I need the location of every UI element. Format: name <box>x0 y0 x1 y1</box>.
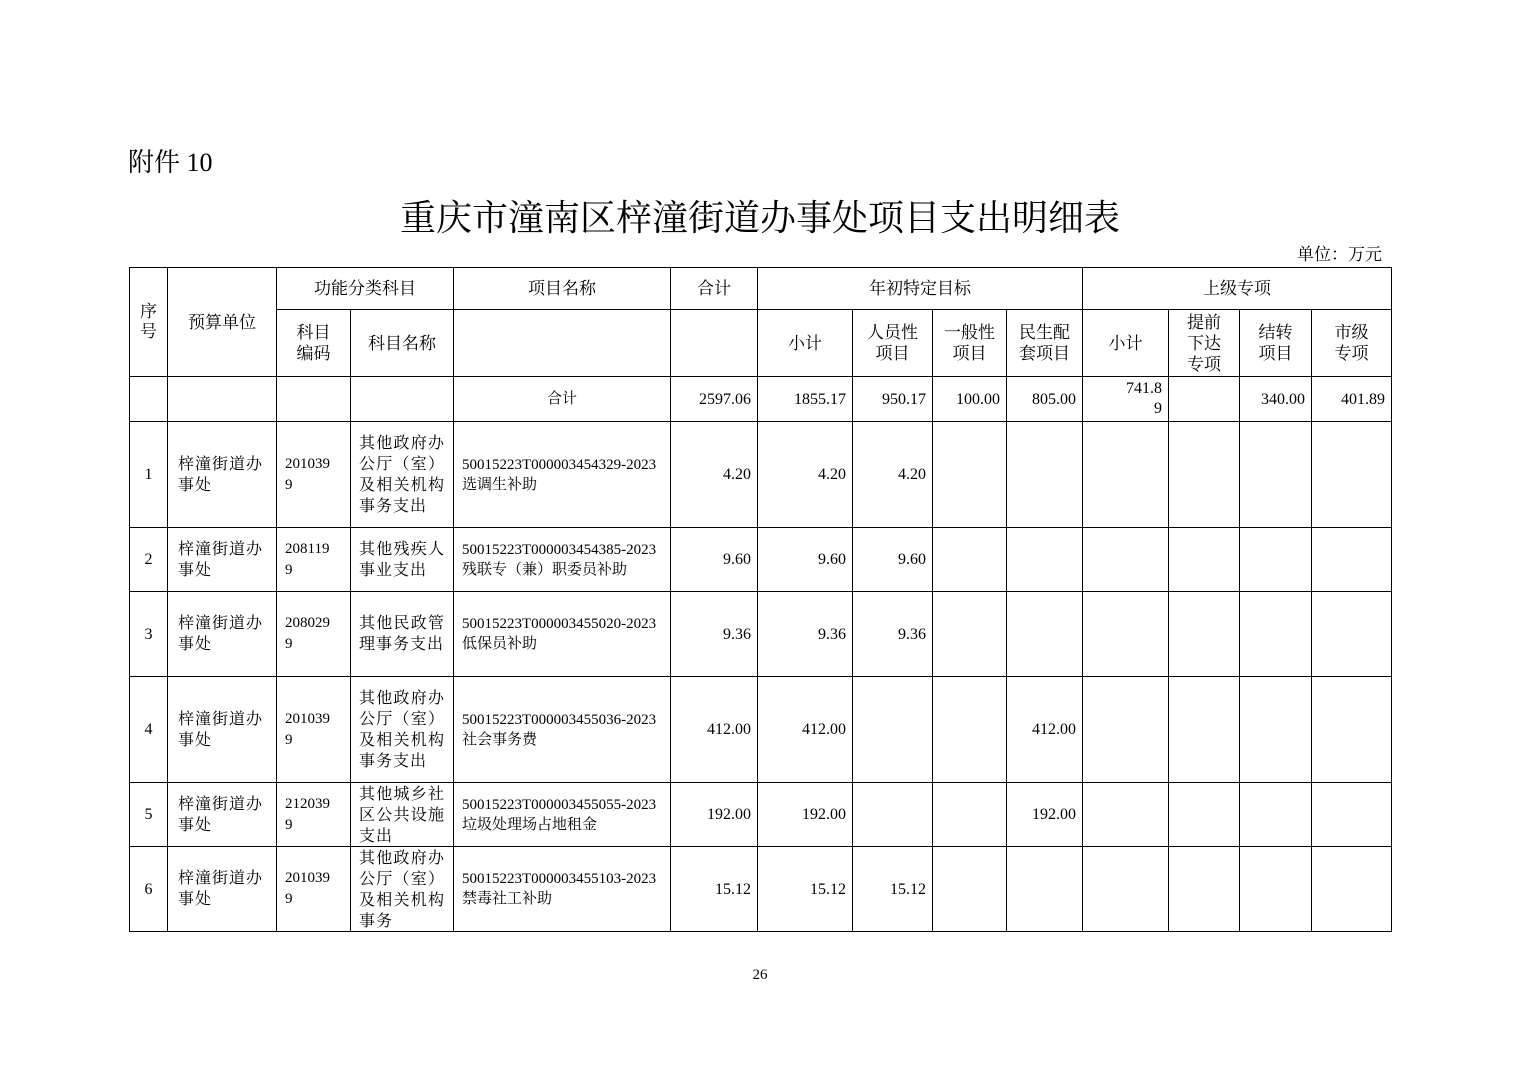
row-at-personnel <box>853 783 933 847</box>
row-at-general <box>933 528 1007 592</box>
header-row-1 <box>130 268 1392 310</box>
row-budget-unit: 梓潼街道办事处 <box>168 592 277 677</box>
header-subject-code: 科目编码 <box>277 310 351 377</box>
row-at-subtotal: 9.36 <box>758 592 853 677</box>
header-project-name-blank <box>454 310 671 377</box>
row-subject-name: 其他政府办公厅（室）及相关机构事务支出 <box>351 422 454 528</box>
header-superior: 上级专项 <box>1083 268 1392 310</box>
row-at-personnel: 9.60 <box>853 528 933 592</box>
total-at-personnel: 950.17 <box>853 377 933 422</box>
total-label: 合计 <box>454 377 671 422</box>
total-at-general: 100.00 <box>933 377 1007 422</box>
row-sp-advance <box>1169 592 1240 677</box>
total-value: 2597.06 <box>671 377 758 422</box>
total-sp-advance <box>1169 377 1240 422</box>
row-at-personnel: 4.20 <box>853 422 933 528</box>
row-budget-unit: 梓潼街道办事处 <box>168 847 277 932</box>
row-sp-advance <box>1169 847 1240 932</box>
row-sp-city <box>1312 783 1392 847</box>
row-at-subtotal: 9.60 <box>758 528 853 592</box>
table-row <box>130 422 1392 528</box>
row-sp-subtotal <box>1083 528 1169 592</box>
row-at-general <box>933 783 1007 847</box>
total-sp-city: 401.89 <box>1312 377 1392 422</box>
total-name <box>351 377 454 422</box>
header-func-class: 功能分类科目 <box>277 268 454 310</box>
row-total: 9.60 <box>671 528 758 592</box>
row-sp-subtotal <box>1083 847 1169 932</box>
row-sp-carryover <box>1240 677 1312 783</box>
row-at-livelihood <box>1007 422 1083 528</box>
header-row-2 <box>130 310 1392 377</box>
row-at-general <box>933 592 1007 677</box>
row-project-name: 50015223T000003455020-2023 低保员补助 <box>454 592 671 677</box>
row-project-name: 50015223T000003455103-2023 禁毒社工补助 <box>454 847 671 932</box>
row-at-subtotal: 412.00 <box>758 677 853 783</box>
row-sp-city <box>1312 847 1392 932</box>
row-total: 4.20 <box>671 422 758 528</box>
row-sp-advance <box>1169 783 1240 847</box>
row-at-subtotal: 4.20 <box>758 422 853 528</box>
row-seq: 2 <box>130 528 168 592</box>
row-total: 15.12 <box>671 847 758 932</box>
row-subject-code: 2010399 <box>277 847 351 932</box>
total-at-livelihood: 805.00 <box>1007 377 1083 422</box>
row-sp-carryover <box>1240 592 1312 677</box>
header-sp-advance: 提前下达专项 <box>1169 310 1240 377</box>
row-seq: 5 <box>130 783 168 847</box>
row-budget-unit: 梓潼街道办事处 <box>168 422 277 528</box>
row-at-livelihood: 412.00 <box>1007 677 1083 783</box>
row-at-general <box>933 847 1007 932</box>
row-subject-name: 其他城乡社区公共设施支出 <box>351 783 454 847</box>
row-at-livelihood <box>1007 592 1083 677</box>
total-at-subtotal: 1855.17 <box>758 377 853 422</box>
row-sp-carryover <box>1240 422 1312 528</box>
row-total: 192.00 <box>671 783 758 847</box>
header-project-name: 项目名称 <box>454 268 671 310</box>
row-sp-advance <box>1169 422 1240 528</box>
row-sp-carryover <box>1240 528 1312 592</box>
row-project-name: 50015223T000003454329-2023 选调生补助 <box>454 422 671 528</box>
header-at-personnel: 人员性项目 <box>853 310 933 377</box>
row-at-subtotal: 15.12 <box>758 847 853 932</box>
row-at-livelihood: 192.00 <box>1007 783 1083 847</box>
row-at-subtotal: 192.00 <box>758 783 853 847</box>
row-sp-subtotal <box>1083 422 1169 528</box>
total-row <box>130 377 1392 422</box>
row-project-name: 50015223T000003455036-2023 社会事务费 <box>454 677 671 783</box>
total-unit <box>168 377 277 422</box>
row-total: 412.00 <box>671 677 758 783</box>
table-row <box>130 528 1392 592</box>
row-subject-code: 2120399 <box>277 783 351 847</box>
row-subject-name: 其他残疾人事业支出 <box>351 528 454 592</box>
unit-label: 单位：万元 <box>1297 245 1382 264</box>
row-at-livelihood <box>1007 847 1083 932</box>
row-sp-city <box>1312 592 1392 677</box>
row-at-general <box>933 422 1007 528</box>
row-sp-subtotal <box>1083 783 1169 847</box>
project-expenditure-table <box>129 267 1392 932</box>
row-budget-unit: 梓潼街道办事处 <box>168 677 277 783</box>
row-seq: 1 <box>130 422 168 528</box>
row-sp-subtotal <box>1083 677 1169 783</box>
header-total-blank <box>671 310 758 377</box>
row-subject-code: 2010399 <box>277 677 351 783</box>
row-budget-unit: 梓潼街道办事处 <box>168 783 277 847</box>
total-sp-carryover: 340.00 <box>1240 377 1312 422</box>
row-subject-name: 其他民政管理事务支出 <box>351 592 454 677</box>
table-row <box>130 847 1392 932</box>
row-at-personnel: 15.12 <box>853 847 933 932</box>
row-sp-city <box>1312 422 1392 528</box>
row-budget-unit: 梓潼街道办事处 <box>168 528 277 592</box>
header-sp-subtotal: 小计 <box>1083 310 1169 377</box>
row-subject-code: 2010399 <box>277 422 351 528</box>
row-subject-name: 其他政府办公厅（室）及相关机构事务支出 <box>351 677 454 783</box>
page-title: 重庆市潼南区梓潼街道办事处项目支出明细表 <box>399 198 1120 239</box>
header-sp-carryover: 结转项目 <box>1240 310 1312 377</box>
row-at-livelihood <box>1007 528 1083 592</box>
total-sp-subtotal: 741.89 <box>1083 377 1169 422</box>
total-code <box>277 377 351 422</box>
header-at-general: 一般性项目 <box>933 310 1007 377</box>
row-seq: 6 <box>130 847 168 932</box>
row-sp-carryover <box>1240 783 1312 847</box>
total-seq <box>130 377 168 422</box>
header-budget-unit: 预算单位 <box>168 268 277 377</box>
row-subject-name: 其他政府办公厅（室）及相关机构事务 <box>351 847 454 932</box>
header-at-livelihood: 民生配套项目 <box>1007 310 1083 377</box>
row-sp-advance <box>1169 677 1240 783</box>
row-sp-subtotal <box>1083 592 1169 677</box>
header-annual-target: 年初特定目标 <box>758 268 1083 310</box>
row-at-general <box>933 677 1007 783</box>
header-at-subtotal: 小计 <box>758 310 853 377</box>
table-row <box>130 677 1392 783</box>
row-project-name: 50015223T000003455055-2023 垃圾处理场占地租金 <box>454 783 671 847</box>
row-total: 9.36 <box>671 592 758 677</box>
header-seq: 序号 <box>130 268 168 377</box>
row-seq: 3 <box>130 592 168 677</box>
header-sp-city: 市级专项 <box>1312 310 1392 377</box>
row-at-personnel <box>853 677 933 783</box>
row-sp-city <box>1312 677 1392 783</box>
row-sp-advance <box>1169 528 1240 592</box>
table-row <box>130 783 1392 847</box>
page-number: 26 <box>752 967 768 983</box>
row-subject-code: 2081199 <box>277 528 351 592</box>
attachment-label: 附件 10 <box>128 148 213 177</box>
row-sp-carryover <box>1240 847 1312 932</box>
header-subject-name: 科目名称 <box>351 310 454 377</box>
row-subject-code: 2080299 <box>277 592 351 677</box>
table-row <box>130 592 1392 677</box>
header-total: 合计 <box>671 268 758 310</box>
row-sp-city <box>1312 528 1392 592</box>
row-project-name: 50015223T000003454385-2023 残联专（兼）职委员补助 <box>454 528 671 592</box>
row-seq: 4 <box>130 677 168 783</box>
row-at-personnel: 9.36 <box>853 592 933 677</box>
